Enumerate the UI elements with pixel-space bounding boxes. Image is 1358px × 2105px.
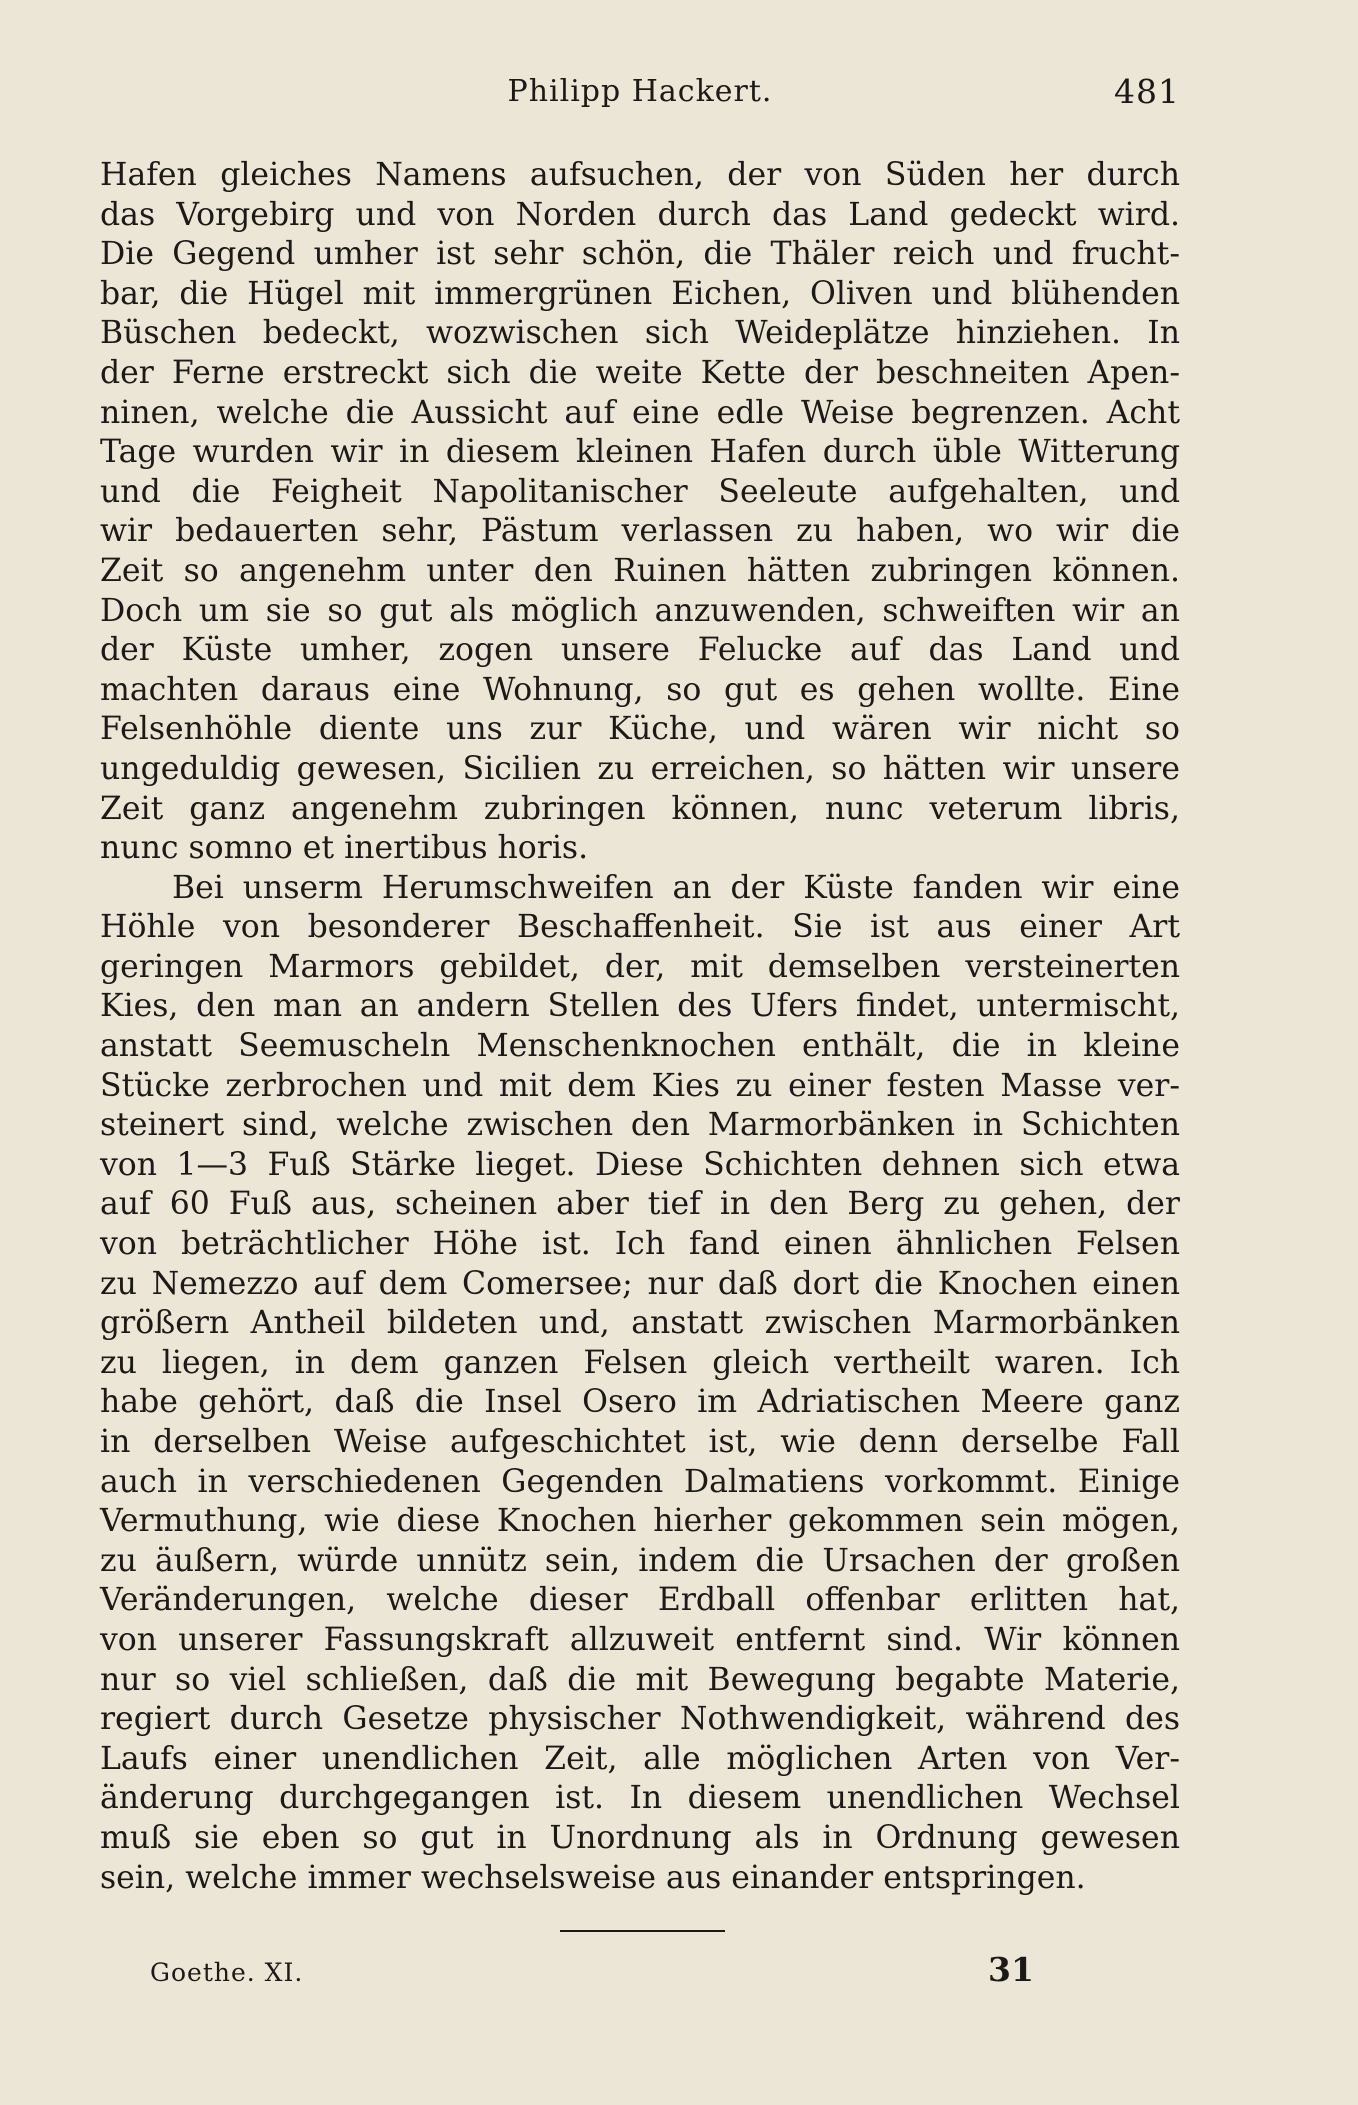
text-line: zu Nemezzo auf dem Comersee; nur daß dort die Knochen einen <box>100 1265 1180 1302</box>
text-line: ungeduldig gewesen, Sicilien zu erreichen, so hätten wir unsere <box>100 750 1180 787</box>
text-line: anstatt Seemuscheln Menschenknochen enthält, die in kleine <box>100 1028 1180 1065</box>
text-line: Zeit ganz angenehm zubringen können, nunc veterum libris, <box>100 790 1180 827</box>
paragraphs <box>100 156 1180 1898</box>
text-line: der Ferne erstreckt sich die weite Kette der beschneiten Apen- <box>100 354 1180 391</box>
signature-mark: 31 <box>988 1950 1034 1989</box>
text-line: Höhle von besonderer Beschaffenheit. Sie ist aus einer Art <box>100 909 1180 946</box>
text-line: wir bedauerten sehr, Pästum verlassen zu haben, wo wir die <box>100 513 1180 550</box>
text-line: Büschen bedeckt, wozwischen sich Weideplätze hinziehen. In <box>100 315 1180 352</box>
text-line: Zeit so angenehm unter den Ruinen hätten zubringen können. <box>100 552 1180 589</box>
text-line: und die Feigheit Napolitanischer Seeleute aufgehalten, und <box>100 473 1180 510</box>
text-line: nunc somno et inertibus horis. <box>100 830 589 867</box>
text-line: habe gehört, daß die Insel Osero im Adriatischen Meere ganz <box>100 1384 1180 1421</box>
text-line: Tage wurden wir in diesem kleinen Hafen durch üble Witterung <box>100 434 1180 471</box>
text-line: der Küste umher, zogen unsere Felucke auf das Land und <box>100 632 1180 669</box>
text-line: bar, die Hügel mit immergrünen Eichen, Oliven und blühenden <box>100 275 1180 312</box>
printer-signature: Goethe. XI. <box>150 1958 304 1987</box>
text-line: von beträchtlicher Höhe ist. Ich fand einen ähnlichen Felsen <box>100 1226 1180 1263</box>
text-line: machten daraus eine Wohnung, so gut es gehen wollte. Eine <box>100 671 1180 708</box>
text-line: größern Antheil bildeten und, anstatt zwischen Marmorbänken <box>100 1305 1180 1342</box>
text-line: muß sie eben so gut in Unordnung als in Ordnung gewesen <box>100 1819 1180 1856</box>
text-line: Hafen gleiches Namens aufsuchen, der von Süden her durch <box>100 157 1180 193</box>
text-line: nur so viel schließen, daß die mit Bewegung begabte Materie, <box>100 1661 1180 1698</box>
page-footer <box>150 1950 1050 2000</box>
page-header <box>100 74 1180 124</box>
text-line: auf 60 Fuß aus, scheinen aber tief in den Berg zu gehen, der <box>100 1186 1180 1223</box>
text-line: Die Gegend umher ist sehr schön, die Thäler reich und frucht- <box>100 236 1180 273</box>
text-line: von unserer Fassungskraft allzuweit entfernt sind. Wir können <box>100 1621 1180 1658</box>
text-line: von 1—3 Fuß Stärke lieget. Diese Schichten dehnen sich etwa <box>100 1146 1180 1183</box>
text-line: sein, welche immer wechselsweise aus einander entspringen. <box>100 1859 1086 1896</box>
text-line: Vermuthung, wie diese Knochen hierher gekommen sein mögen, <box>100 1503 1180 1540</box>
text-line: regiert durch Gesetze physischer Nothwendigkeit, während des <box>100 1701 1180 1738</box>
text-line: änderung durchgegangen ist. In diesem unendlichen Wechsel <box>100 1780 1180 1817</box>
page-number: 481 <box>1114 72 1180 111</box>
running-head: Philipp Hackert. <box>507 74 773 109</box>
text-line: ninen, welche die Aussicht auf eine edle Weise begrenzen. Acht <box>100 394 1180 431</box>
text-line: zu äußern, würde unnütz sein, indem die Ursachen der großen <box>100 1542 1180 1579</box>
text-line: in derselben Weise aufgeschichtet ist, wie denn derselbe Fall <box>100 1424 1180 1460</box>
text-line: steinert sind, welche zwischen den Marmorbänken in Schichten <box>100 1107 1180 1144</box>
text-line: Stücke zerbrochen und mit dem Kies zu einer festen Masse ver- <box>100 1067 1180 1104</box>
text-line: zu liegen, in dem ganzen Felsen gleich vertheilt waren. Ich <box>100 1344 1180 1381</box>
text-line: das Vorgebirg und von Norden durch das Land gedeckt wird. <box>100 196 1180 233</box>
text-line: Felsenhöhle diente uns zur Küche, und wären wir nicht so <box>100 711 1180 748</box>
paragraph <box>100 869 1180 1898</box>
paragraph <box>100 156 1180 869</box>
footnote-rule <box>560 1930 725 1932</box>
text-line: auch in verschiedenen Gegenden Dalmatiens vorkommt. Einige <box>100 1463 1180 1500</box>
text-line: Bei unserm Herumschweifen an der Küste fanden wir eine <box>172 869 1180 906</box>
text-line: Laufs einer unendlichen Zeit, alle möglichen Arten von Ver- <box>100 1740 1180 1777</box>
text-line: Veränderungen, welche dieser Erdball offenbar erlitten hat, <box>100 1582 1180 1619</box>
text-line: Doch um sie so gut als möglich anzuwenden, schweiften wir an <box>100 592 1180 629</box>
text-line: geringen Marmors gebildet, der, mit demselben versteinerten <box>100 948 1180 985</box>
body-text <box>100 156 1180 1898</box>
text-line: Kies, den man an andern Stellen des Ufers findet, untermischt, <box>100 988 1180 1025</box>
